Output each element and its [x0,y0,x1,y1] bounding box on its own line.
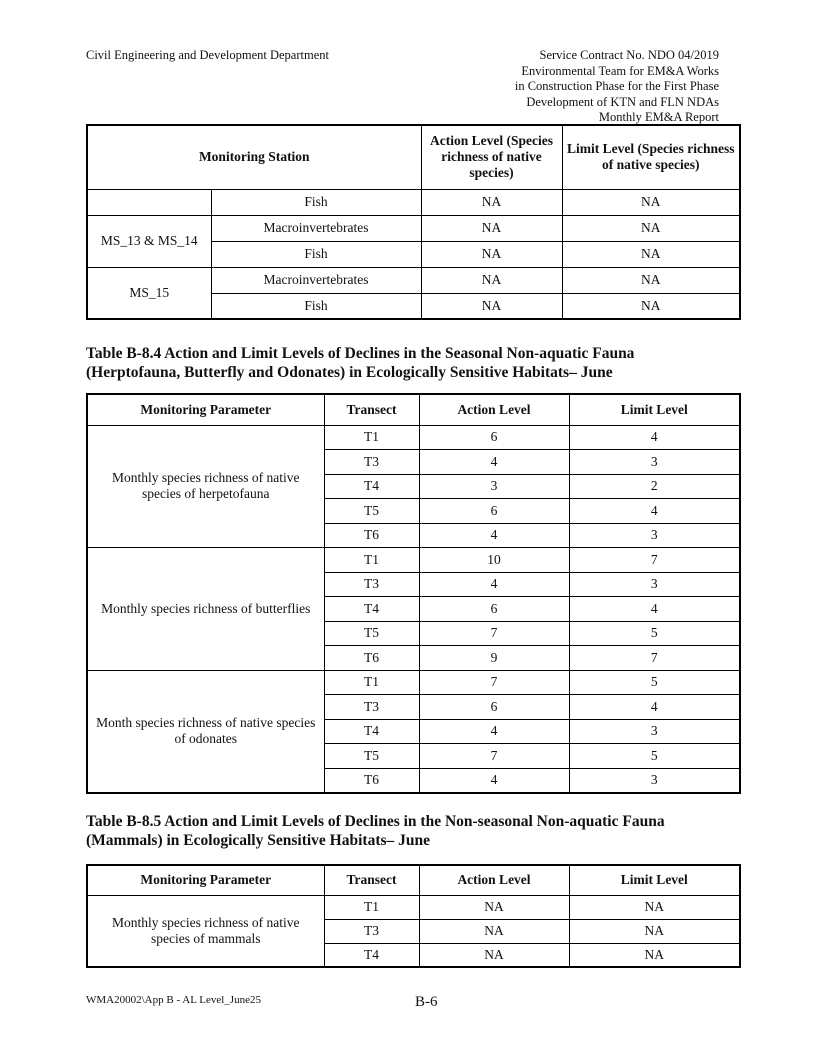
column-header-limit-level: Limit Level (Species richness of native species) [562,125,740,189]
transect-cell: T1 [324,548,419,573]
limit-cell: 3 [569,719,740,744]
limit-cell: NA [562,267,740,293]
action-cell: 4 [419,450,569,475]
limit-cell: NA [569,943,740,967]
action-cell: 4 [419,768,569,793]
transect-cell: T6 [324,768,419,793]
header-line: Monthly EM&A Report [598,110,719,124]
table-row [87,267,740,293]
non-seasonal-fauna-table [86,864,741,968]
header-line: Environmental Team for EM&A Works [521,63,719,78]
transect-cell: T1 [324,895,419,919]
transect-cell: T1 [324,670,419,695]
station-cell: MS_15 [87,267,211,319]
action-cell: 6 [419,695,569,720]
limit-cell: NA [569,919,740,943]
column-header-limit-level: Limit Level [569,865,740,895]
limit-cell: 4 [569,695,740,720]
footer-file-reference: WMA20002\App B - AL Level_June25 [86,994,261,1006]
parameter-cell: Macroinvertebrates [211,267,421,293]
limit-cell: 4 [569,499,740,524]
table-row [87,548,740,573]
caption-line: Table B-8.4 Action and Limit Levels of Declines in the Seasonal Non-aquatic Fauna [86,345,635,362]
limit-cell: 5 [569,621,740,646]
table-row [87,670,740,695]
limit-cell: 4 [569,425,740,450]
limit-cell: 4 [569,597,740,622]
station-cell [87,189,211,215]
limit-cell: 5 [569,744,740,769]
transect-cell: T6 [324,523,419,548]
limit-cell: NA [569,895,740,919]
action-cell: NA [421,241,562,267]
action-cell: 4 [419,523,569,548]
limit-cell: NA [562,189,740,215]
action-cell: 10 [419,548,569,573]
column-header-transect: Transect [324,865,419,895]
action-cell: 6 [419,425,569,450]
table-caption-b-8-5 [86,812,746,850]
action-cell: NA [419,895,569,919]
limit-cell: 3 [569,450,740,475]
parameter-cell: Fish [211,189,421,215]
column-header-action-level: Action Level (Species richness of native species) [421,125,562,189]
parameter-cell: Month species richness of native species of odonates [87,670,324,793]
transect-cell: T4 [324,597,419,622]
transect-cell: T4 [324,474,419,499]
action-cell: 7 [419,621,569,646]
limit-cell: 7 [569,548,740,573]
limit-cell: 7 [569,646,740,671]
column-header-action-level: Action Level [419,865,569,895]
transect-cell: T1 [324,425,419,450]
transect-cell: T3 [324,450,419,475]
limit-cell: 3 [569,768,740,793]
column-header-parameter: Monitoring Parameter [87,394,324,425]
action-cell: NA [419,919,569,943]
parameter-cell: Fish [211,293,421,319]
column-header-action-level: Action Level [419,394,569,425]
transect-cell: T5 [324,744,419,769]
table-row [87,189,740,215]
limit-cell: 2 [569,474,740,499]
action-cell: NA [421,215,562,241]
caption-line: (Herptofauna, Butterfly and Odonates) in Ecologically Sensitive Habitats– June [86,364,613,381]
transect-cell: T5 [324,499,419,524]
transect-cell: T3 [324,695,419,720]
station-cell: MS_13 & MS_14 [87,215,211,267]
column-header-limit-level: Limit Level [569,394,740,425]
column-header-parameter: Monitoring Parameter [87,865,324,895]
action-cell: 9 [419,646,569,671]
parameter-cell: Macroinvertebrates [211,215,421,241]
table-row [87,425,740,450]
transect-cell: T6 [324,646,419,671]
column-header-transect: Transect [324,394,419,425]
transect-cell: T3 [324,919,419,943]
transect-cell: T3 [324,572,419,597]
action-cell: NA [421,189,562,215]
header-line: in Construction Phase for the First Phase [514,79,719,93]
table-row [87,895,740,919]
limit-cell: 5 [569,670,740,695]
transect-cell: T5 [324,621,419,646]
seasonal-fauna-table [86,393,741,794]
action-cell: 3 [419,474,569,499]
action-cell: NA [421,267,562,293]
action-cell: NA [419,943,569,967]
caption-line: Table B-8.5 Action and Limit Levels of Declines in the Non-seasonal Non-aquatic Fauna [86,813,665,830]
header-line: Service Contract No. NDO 04/2019 [539,48,719,62]
header-contract-info [515,48,719,126]
transect-cell: T4 [324,943,419,967]
limit-cell: NA [562,241,740,267]
action-cell: 7 [419,670,569,695]
column-header-station: Monitoring Station [87,125,421,189]
action-cell: 6 [419,499,569,524]
table-row [87,215,740,241]
header-line: Development of KTN and FLN NDAs [526,94,719,109]
parameter-cell: Monthly species richness of native species of herpetofauna [87,425,324,548]
limit-cell: NA [562,215,740,241]
limit-cell: NA [562,293,740,319]
header-department: Civil Engineering and Development Department [86,48,329,62]
parameter-cell: Monthly species richness of butterflies [87,548,324,671]
caption-line: (Mammals) in Ecologically Sensitive Habitats– June [86,832,431,849]
action-cell: 4 [419,572,569,597]
action-cell: 4 [419,719,569,744]
parameter-cell: Fish [211,241,421,267]
limit-cell: 3 [569,523,740,548]
table-caption-b-8-4 [86,344,746,382]
action-cell: NA [421,293,562,319]
parameter-cell: Monthly species richness of native species of mammals [87,895,324,967]
aquatic-monitoring-table [86,124,741,320]
page-number: B-6 [415,994,438,1010]
action-cell: 6 [419,597,569,622]
limit-cell: 3 [569,572,740,597]
transect-cell: T4 [324,719,419,744]
action-cell: 7 [419,744,569,769]
